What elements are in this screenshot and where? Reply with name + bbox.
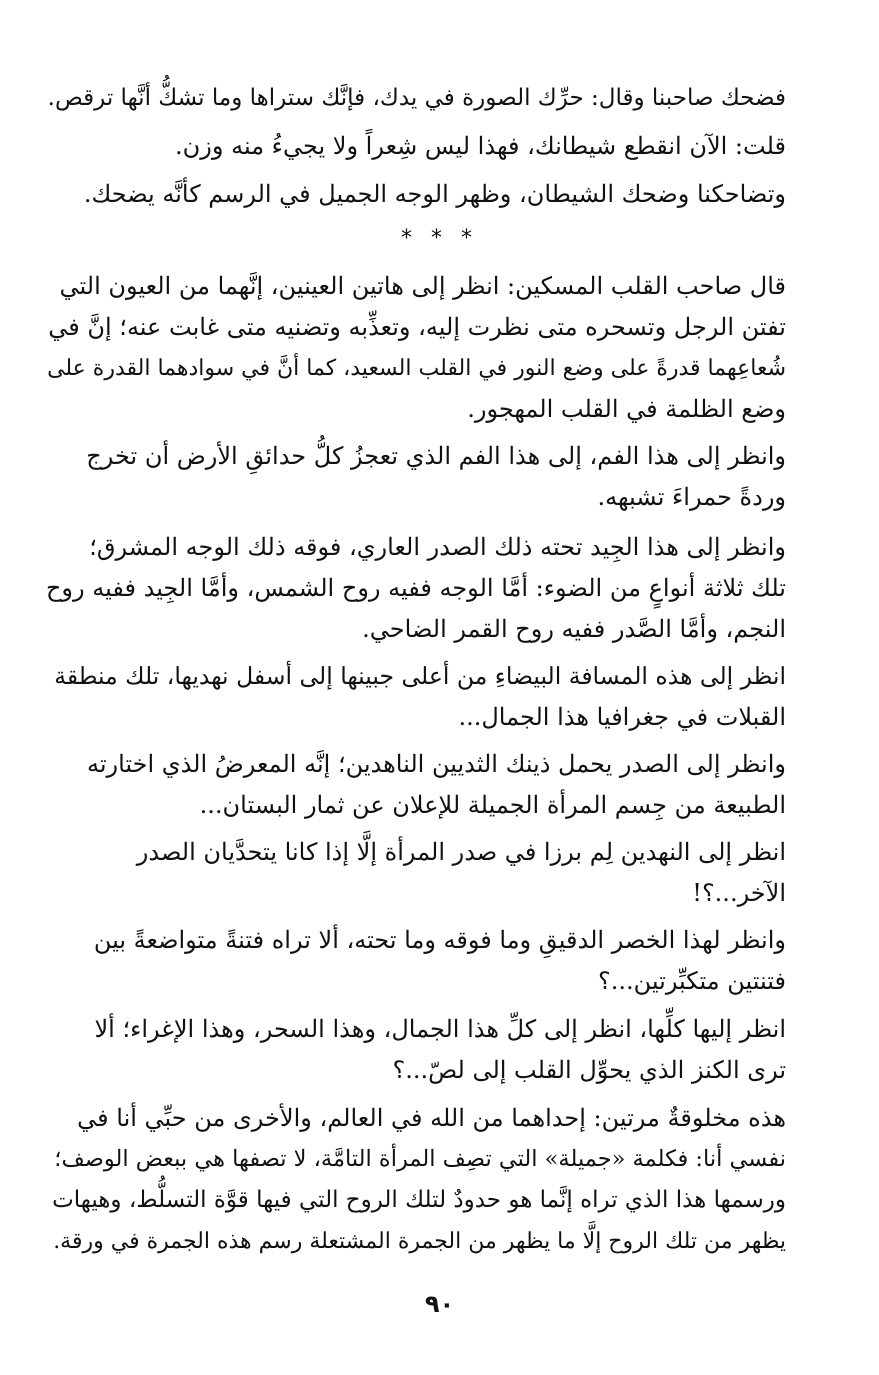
section-separator: * * * bbox=[401, 226, 478, 251]
text-line: قلت: الآن انقطع شيطانك، فهذا ليس شِعراً ولا يجيءُ منه وزن. bbox=[175, 132, 786, 160]
text-line: ترى الكنز الذي يحوِّل القلب إلى لصّ...؟ bbox=[392, 1056, 786, 1084]
paragraph-eyes bbox=[44, 266, 786, 430]
text-line: شُعاعِهما قدرةً على وضع النور في القلب السعيد، كما أنَّ في سوادهما القدرة على bbox=[47, 356, 786, 381]
text-line: النجم، وأمَّا الصَّدر ففيه روح القمر الضاحي. bbox=[362, 615, 786, 643]
paragraph-waist bbox=[44, 920, 786, 1002]
text-line: ورسمها هذا الذي تراه إنَّما هو حدودٌ لتلك الروح التي فيها قوَّة التسلُّط، وهيهات bbox=[52, 1187, 786, 1213]
text-line: فتنتين متكبِّرتين...؟ bbox=[598, 967, 786, 995]
text-line: وانظر إلى الصدر يحمل ذينك الثديين الناهدين؛ إنَّه المعرضُ الذي اختارته bbox=[86, 750, 786, 778]
text-line: وانظر إلى هذا الفم، إلى هذا الفم الذي تعجزُ كلُّ حدائقِ الأرض أن تخرج bbox=[86, 442, 786, 470]
paragraph-created-twice bbox=[44, 1098, 786, 1262]
text-line: يظهر من تلك الروح إلَّا ما يظهر من الجمرة المشتعلة رسم هذه الجمرة في ورقة. bbox=[53, 1229, 786, 1254]
text-line: وضع الظلمة في القلب المهجور. bbox=[467, 395, 786, 423]
paragraph-treasure bbox=[44, 1009, 786, 1091]
paragraph-neck bbox=[44, 527, 786, 650]
paragraph-chest bbox=[44, 744, 786, 826]
text-line: وانظر إلى هذا الجِيد تحته ذلك الصدر العاري، فوقه ذلك الوجه المشرق؛ bbox=[89, 533, 786, 561]
text-line: وانظر لهذا الخصر الدقيقِ وما فوقه وما تحته، ألا تراه فتنةً متواضعةً بين bbox=[93, 926, 786, 954]
paragraph-breasts bbox=[44, 832, 786, 914]
text-line: نفسي أنا: فكلمة «جميلة» التي تصِف المرأة التامَّة، لا تصفها هي ببعض الوصف؛ bbox=[54, 1146, 786, 1172]
text-line: انظر إلى النهدين لِم برزا في صدر المرأة إلَّا إذا كانا يتحدَّيان الصدر bbox=[136, 838, 786, 866]
text-line: قال صاحب القلب المسكين: انظر إلى هاتين العينين، إنَّهما من العيون التي bbox=[59, 272, 786, 300]
text-line: القبلات في جغرافيا هذا الجمال... bbox=[458, 703, 786, 731]
text-line: فضحك صاحبنا وقال: حرِّك الصورة في يدك، فإنَّك ستراها وما تشكُّ أنَّها ترقص. bbox=[47, 85, 786, 111]
top-paragraph-1 bbox=[44, 78, 786, 119]
paragraph-distance bbox=[44, 656, 786, 738]
top-paragraph-3 bbox=[44, 174, 786, 215]
page-number: ٩٠ bbox=[424, 1290, 455, 1318]
text-line: وردةً حمراءَ تشبهه. bbox=[597, 483, 786, 511]
text-line: الآخر...؟! bbox=[692, 879, 786, 907]
text-line: تلك ثلاثة أنواعٍ من الضوء: أمَّا الوجه ففيه روح الشمس، وأمَّا الجِيد ففيه روح bbox=[45, 574, 786, 602]
paragraph-mouth bbox=[44, 436, 786, 518]
text-line: انظر إليها كلِّها، انظر إلى كلِّ هذا الجمال، وهذا السحر، وهذا الإغراء؛ ألا bbox=[94, 1015, 786, 1043]
text-line: تفتن الرجل وتسحره متى نظرت إليه، وتعذِّبه وتضنيه متى غابت عنه؛ إنَّ في bbox=[48, 313, 786, 341]
text-line: وتضاحكنا وضحك الشيطان، وظهر الوجه الجميل في الرسم كأنَّه يضحك. bbox=[83, 180, 786, 208]
text-line: انظر إلى هذه المسافة البيضاءِ من أعلى جبينها إلى أسفل نهديها، تلك منطقة bbox=[54, 662, 786, 690]
top-paragraph-2 bbox=[44, 126, 786, 167]
text-line: هذه مخلوقةٌ مرتين: إحداهما من الله في العالم، والأخرى من حبِّي أنا في bbox=[77, 1104, 786, 1132]
text-line: الطبيعة من جِسم المرأة الجميلة للإعلان عن ثمار البستان... bbox=[199, 791, 786, 819]
